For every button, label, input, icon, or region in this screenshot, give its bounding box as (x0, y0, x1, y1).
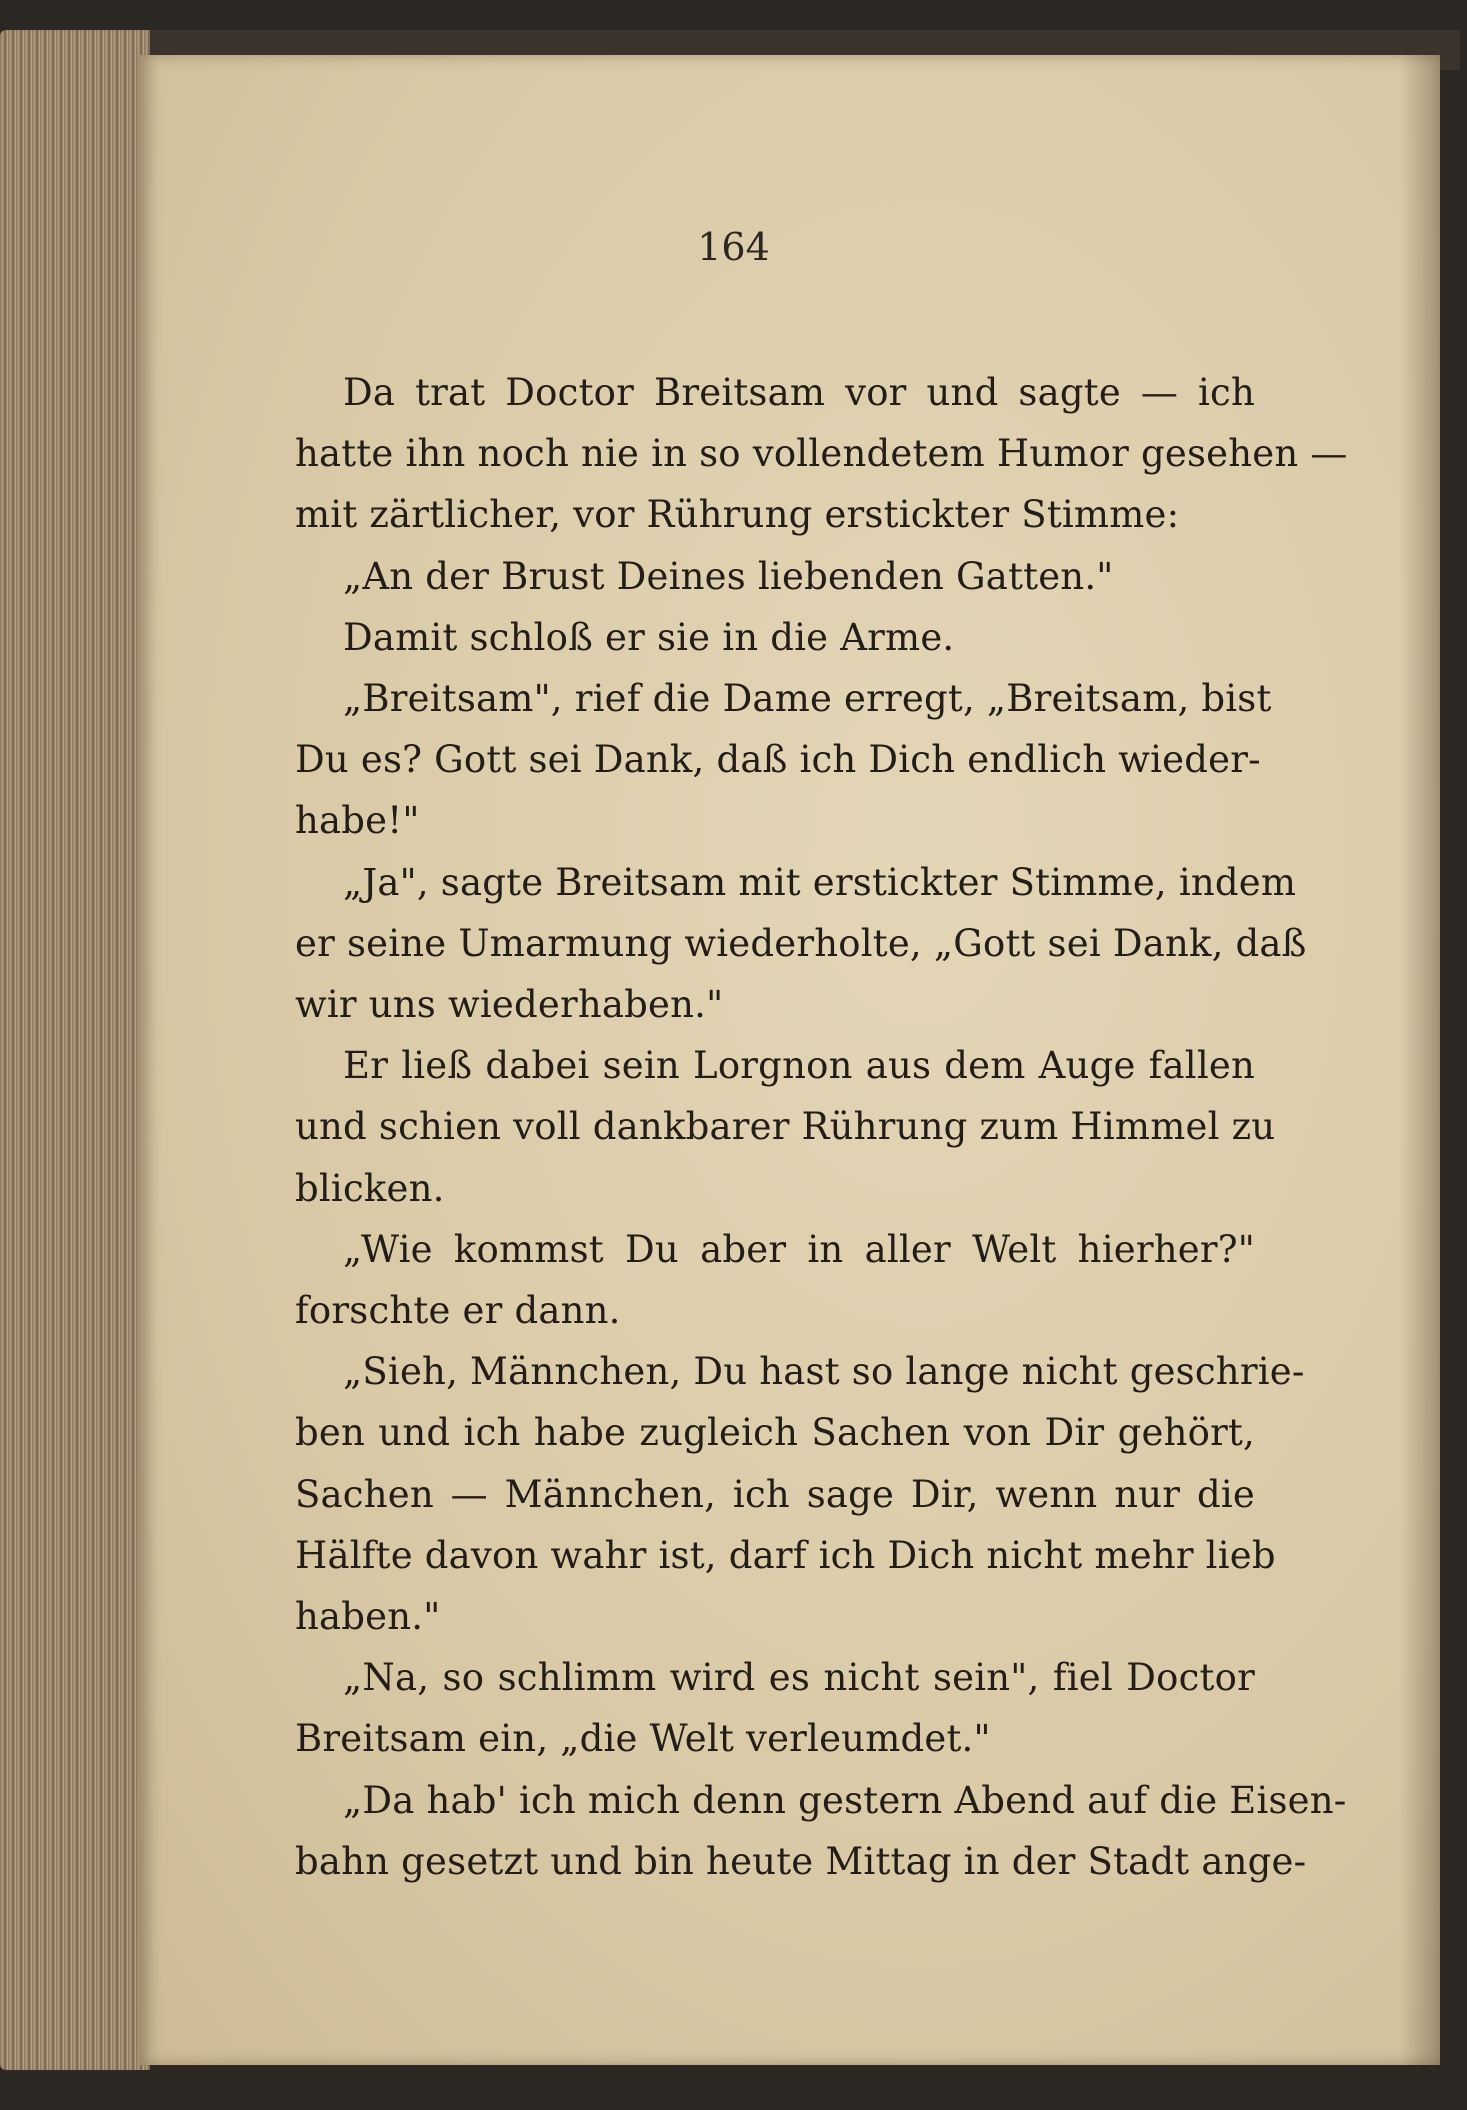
text-line: Sachen — Männchen, ich sage Dir, wenn nur die (295, 1472, 1255, 1516)
text-line: „Da hab' ich mich denn gestern Abend auf die Eisen- (343, 1778, 1347, 1822)
text-line: haben." (295, 1595, 441, 1639)
text-line: „Na, so schlimm wird es nicht sein", fiel Doctor (343, 1656, 1255, 1700)
text-line: Damit schloß er sie in die Arme. (343, 615, 955, 659)
text-line: und schien voll dankbarer Rührung zum Himmel zu (295, 1105, 1276, 1149)
text-line: „An der Brust Deines liebenden Gatten." (343, 554, 1114, 598)
text-line: Breitsam ein, „die Welt verleumdet." (295, 1717, 991, 1761)
page-gutter-shadow (1400, 55, 1440, 2065)
page-number: 164 (697, 225, 770, 269)
text-line: blicken. (295, 1166, 445, 1210)
text-line: Da trat Doctor Breitsam vor und sagte — ich (343, 371, 1255, 414)
text-line: bahn gesetzt und bin heute Mittag in der Stadt ange- (295, 1839, 1307, 1883)
body-text (295, 362, 1348, 1892)
book-page-edges (0, 30, 150, 2070)
text-line: „Wie kommst Du aber in aller Welt hierher?" (343, 1227, 1255, 1271)
text-line: ben und ich habe zugleich Sachen von Dir gehört, (295, 1411, 1255, 1455)
text-line: „Breitsam", rief die Dame erregt, „Breitsam, bist (343, 677, 1272, 721)
text-line: Er ließ dabei sein Lorgnon aus dem Auge fallen (343, 1044, 1255, 1088)
text-line: habe!" (295, 799, 420, 843)
text-line: Hälfte davon wahr ist, darf ich Dich nicht mehr lieb (295, 1533, 1276, 1577)
text-line: wir uns wiederhaben." (295, 983, 724, 1027)
text-line: „Sieh, Männchen, Du hast so lange nicht geschrie- (343, 1350, 1305, 1394)
text-line: „Ja", sagte Breitsam mit erstickter Stimme, indem (343, 860, 1297, 904)
text-line: hatte ihn noch nie in so vollendetem Humor gesehen — (295, 432, 1348, 476)
text-line: Du es? Gott sei Dank, daß ich Dich endlich wieder- (295, 738, 1261, 782)
text-line: forschte er dann. (295, 1289, 621, 1333)
text-line: er seine Umarmung wiederholte, „Gott sei Dank, daß (295, 921, 1307, 965)
text-line: mit zärtlicher, vor Rührung erstickter Stimme: (295, 493, 1180, 537)
